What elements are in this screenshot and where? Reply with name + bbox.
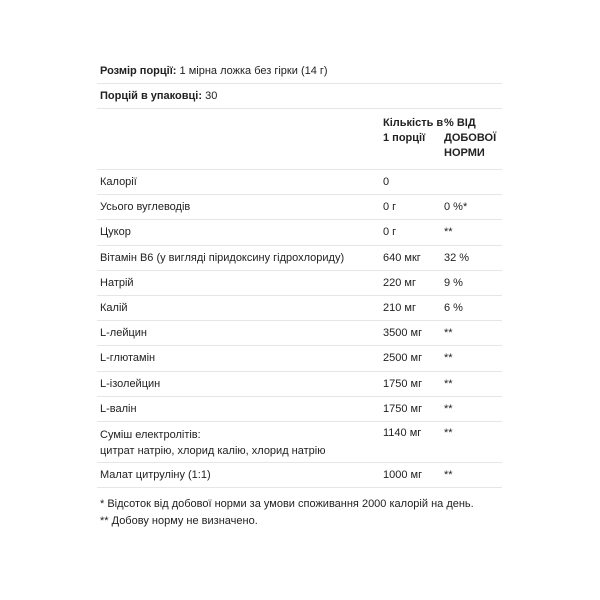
table-row bbox=[97, 220, 502, 245]
column-header-row bbox=[97, 109, 502, 170]
nutrient-name-line: Вітамін B6 (у вигляді піридоксину гідрохлориду) bbox=[100, 251, 345, 264]
nutrient-name bbox=[97, 176, 383, 188]
nutrient-dv: ** bbox=[444, 226, 453, 239]
nutrient-name bbox=[97, 378, 383, 390]
table-row bbox=[97, 170, 502, 195]
nutrient-amount: 3500 мг bbox=[383, 327, 423, 340]
footnote: ** Добову норму не визначено. bbox=[100, 515, 258, 528]
table-row bbox=[97, 463, 502, 488]
header-amount-line: Кількість в bbox=[383, 117, 444, 129]
nutrient-dv: 32 % bbox=[444, 251, 470, 264]
footnotes bbox=[97, 488, 502, 530]
serving-size-label: Розмір порції: bbox=[100, 65, 177, 77]
nutrient-name-line: Суміш електролітів: bbox=[100, 428, 201, 441]
table-row bbox=[97, 397, 502, 422]
nutrient-dv: ** bbox=[444, 426, 453, 439]
nutrient-name-line: L-глютамін bbox=[100, 352, 156, 365]
nutrient-dv: ** bbox=[444, 327, 453, 340]
nutrient-amount: 1000 мг bbox=[383, 468, 423, 481]
footnote: * Відсоток від добової норми за умови споживання 2000 калорій на день. bbox=[100, 498, 474, 511]
nutrient-amount: 1750 мг bbox=[383, 402, 423, 415]
nutrient-name-line: L-ізолейцин bbox=[100, 377, 161, 390]
nutrient-name bbox=[97, 469, 383, 481]
nutrient-amount: 1140 мг bbox=[383, 426, 422, 439]
nutrient-name-line: Усього вуглеводів bbox=[100, 201, 191, 214]
header-dv-line: ДОБОВОЇ bbox=[444, 132, 497, 144]
supplement-facts-table bbox=[97, 59, 502, 530]
table-row bbox=[97, 372, 502, 397]
nutrient-amount: 0 г bbox=[383, 201, 397, 214]
nutrient-amount: 0 bbox=[383, 176, 390, 189]
nutrient-rows bbox=[97, 170, 502, 488]
table-row bbox=[97, 271, 502, 296]
nutrient-amount: 210 мг bbox=[383, 302, 416, 315]
nutrient-name bbox=[97, 403, 383, 415]
nutrient-dv: 9 % bbox=[444, 276, 463, 289]
nutrient-amount: 220 мг bbox=[383, 276, 416, 289]
nutrient-amount: 640 мкг bbox=[383, 251, 421, 264]
nutrient-dv: ** bbox=[444, 352, 453, 365]
serving-size-row bbox=[97, 59, 502, 84]
nutrient-name bbox=[97, 201, 383, 213]
table-row bbox=[97, 246, 502, 271]
header-dv-line: НОРМИ bbox=[444, 147, 485, 159]
table-row bbox=[97, 296, 502, 321]
nutrient-name bbox=[97, 302, 383, 314]
nutrient-dv: ** bbox=[444, 468, 453, 481]
nutrient-name bbox=[97, 427, 383, 459]
nutrient-name-line: Цукор bbox=[100, 226, 131, 239]
nutrient-amount: 2500 мг bbox=[383, 352, 423, 365]
nutrient-name-line: цитрат натрію, хлорид калію, хлорид натрію bbox=[100, 444, 326, 457]
nutrient-name-line: L-лейцин bbox=[100, 327, 147, 340]
servings-per-container-value: 30 bbox=[205, 90, 218, 102]
header-dv-cell bbox=[444, 116, 502, 161]
servings-per-container-label: Порцій в упаковці: bbox=[100, 90, 203, 102]
nutrient-name-line: Калорії bbox=[100, 176, 137, 189]
nutrient-name bbox=[97, 327, 383, 339]
nutrient-dv: 0 %* bbox=[444, 201, 468, 214]
nutrient-name bbox=[97, 226, 383, 238]
nutrient-name-line: Калій bbox=[100, 302, 128, 315]
nutrient-name-line: Натрій bbox=[100, 276, 134, 289]
nutrient-amount: 1750 мг bbox=[383, 377, 423, 390]
table-row bbox=[97, 422, 502, 463]
table-row bbox=[97, 346, 502, 371]
nutrient-amount: 0 г bbox=[383, 226, 397, 239]
servings-per-container-row bbox=[97, 84, 502, 109]
nutrient-name-line: L-валін bbox=[100, 402, 137, 415]
header-amount-line: 1 порції bbox=[383, 132, 426, 144]
nutrient-name bbox=[97, 277, 383, 289]
header-amount-cell bbox=[383, 116, 444, 146]
serving-size-value: 1 мірна ложка без гірки (14 г) bbox=[179, 65, 328, 77]
nutrient-name-line: Малат цитруліну (1:1) bbox=[100, 468, 211, 481]
nutrient-name bbox=[97, 252, 383, 264]
table-row bbox=[97, 321, 502, 346]
nutrient-dv: ** bbox=[444, 377, 453, 390]
nutrient-name bbox=[97, 352, 383, 364]
header-dv-line: % ВІД bbox=[444, 117, 476, 129]
nutrient-dv: ** bbox=[444, 402, 453, 415]
table-row bbox=[97, 195, 502, 220]
nutrient-dv: 6 % bbox=[444, 302, 463, 315]
